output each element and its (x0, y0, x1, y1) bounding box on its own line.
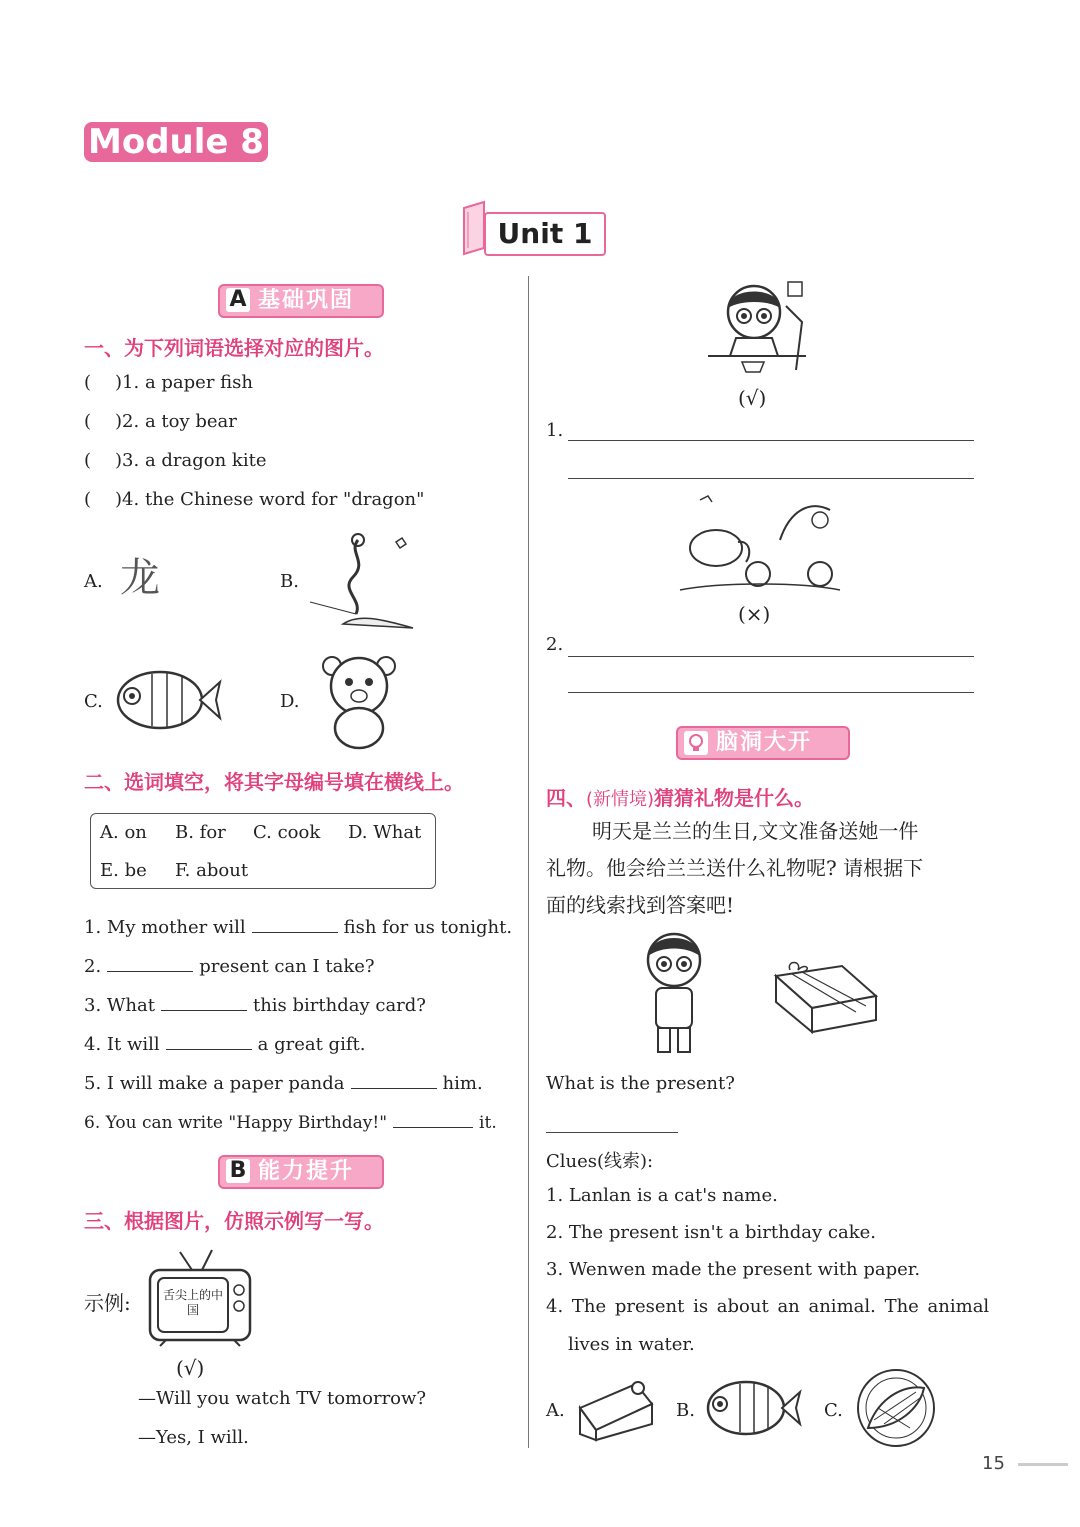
q2-sentence-2: 2. present can I take? (84, 953, 375, 977)
q4-option-a-label: A. (546, 1400, 565, 1421)
q4-paragraph-line-3: 面的线索找到答案吧! (546, 893, 735, 917)
tv-screen-text: 舌尖上的中国 (162, 1288, 223, 1317)
clue-4-continuation: lives in water. (568, 1334, 695, 1355)
q1-option-c-label: C. (84, 691, 103, 712)
q4-paragraph-line-1: 明天是兰兰的生日,文文准备送她一件 (592, 819, 919, 843)
q2-choice-b: B. for (175, 822, 226, 843)
brain-banner (676, 726, 850, 760)
q2-choice-e: E. be (100, 860, 147, 881)
birthday-cake-icon (576, 1378, 656, 1444)
section-b-title: 能力提升 (258, 1159, 355, 1184)
section-a-letter: A (226, 288, 250, 312)
q1-heading: 一、为下列词语选择对应的图片。 (84, 336, 384, 360)
item1-mark: (√) (738, 386, 767, 410)
q4-option-b-label: B. (676, 1400, 695, 1421)
item2-answer-line-1[interactable] (568, 656, 974, 657)
q1-option-b-label: B. (280, 571, 299, 592)
section-a-title: 基础巩固 (258, 288, 355, 313)
paper-fish-icon (112, 660, 222, 740)
example-question: —Will you watch TV tomorrow? (138, 1388, 427, 1409)
q1-item-4: ( )4. the Chinese word for "dragon" (84, 489, 425, 510)
example-mark: (√) (176, 1356, 205, 1380)
item2-mark: (×) (738, 602, 771, 626)
item2-answer-line-2[interactable] (568, 692, 974, 693)
q2-heading: 二、选词填空，将其字母编号填在横线上。 (84, 770, 464, 794)
item1-answer-line-2[interactable] (568, 478, 974, 479)
toy-bear-icon (320, 654, 398, 750)
q2-choice-a: A. on (100, 822, 147, 843)
q4-option-c-label: C. (824, 1400, 843, 1421)
fish-plate-icon (854, 1368, 938, 1448)
clue-3: 3. Wenwen made the present with paper. (546, 1259, 921, 1280)
q1-item-1: ( )1. a paper fish (84, 372, 253, 393)
q2-sentence-4: 4. It will a great gift. (84, 1031, 365, 1055)
q4-paragraph-line-2: 礼物。他会给兰兰送什么礼物呢? 请根据下 (546, 856, 924, 880)
column-divider (528, 276, 529, 1448)
q4-heading: 四、(新情境)猜猜礼物是什么。 (546, 786, 815, 810)
clue-4: 4. The present is about an animal. The animal (546, 1296, 990, 1317)
q3-heading: 三、根据图片，仿照示例写一写。 (84, 1209, 384, 1233)
module-title: Module 8 (84, 122, 268, 162)
answer-blank[interactable] (161, 992, 247, 1011)
q2-sentence-6: 6. You can write "Happy Birthday!" it. (84, 1109, 497, 1133)
lightbulb-icon (684, 731, 708, 755)
gift-box-icon (772, 956, 880, 1036)
q2-choice-d: D. What (348, 822, 422, 843)
boy-icon (636, 930, 712, 1058)
q1-item-2: ( )2. a toy bear (84, 411, 237, 432)
section-b-banner (218, 1155, 384, 1189)
zoo-animals-icon (680, 490, 840, 600)
item1-answer-line-1[interactable] (568, 440, 974, 441)
clue-2: 2. The present isn't a birthday cake. (546, 1222, 876, 1243)
page-number-bar (1018, 1463, 1068, 1466)
item1-number: 1. (546, 420, 564, 441)
example-answer: —Yes, I will. (138, 1427, 249, 1448)
q1-option-a-label: A. (84, 571, 103, 592)
answer-blank[interactable] (393, 1109, 473, 1128)
answer-blank[interactable] (252, 914, 338, 933)
q2-sentence-3: 3. What this birthday card? (84, 992, 426, 1016)
answer-blank[interactable] (107, 953, 193, 972)
clues-label: Clues(线索): (546, 1151, 654, 1172)
q4-question: What is the present? (546, 1073, 735, 1094)
q2-sentence-5: 5. I will make a paper panda him. (84, 1070, 483, 1094)
clue-1: 1. Lanlan is a cat's name. (546, 1185, 778, 1206)
answer-blank[interactable] (351, 1070, 437, 1089)
q2-choice-c: C. cook (253, 822, 321, 843)
section-b-letter: B (226, 1159, 250, 1183)
dragon-kite-icon (308, 532, 418, 632)
brain-title: 脑洞大开 (716, 730, 813, 755)
paper-fish-option-icon (704, 1372, 802, 1444)
item2-number: 2. (546, 634, 564, 655)
q2-sentence-1: 1. My mother will fish for us tonight. (84, 914, 512, 938)
answer-blank[interactable] (166, 1031, 252, 1050)
girl-reading-icon (706, 276, 816, 376)
dragon-character: 龙 (120, 555, 160, 601)
q4-answer-line[interactable] (546, 1132, 678, 1133)
q1-option-d-label: D. (280, 691, 300, 712)
q1-item-3: ( )3. a dragon kite (84, 450, 267, 471)
unit-title: Unit 1 (484, 212, 606, 256)
example-label: 示例: (84, 1291, 131, 1315)
page-number: 15 (982, 1453, 1005, 1474)
q2-choice-f: F. about (175, 860, 249, 881)
section-a-banner (218, 284, 384, 318)
